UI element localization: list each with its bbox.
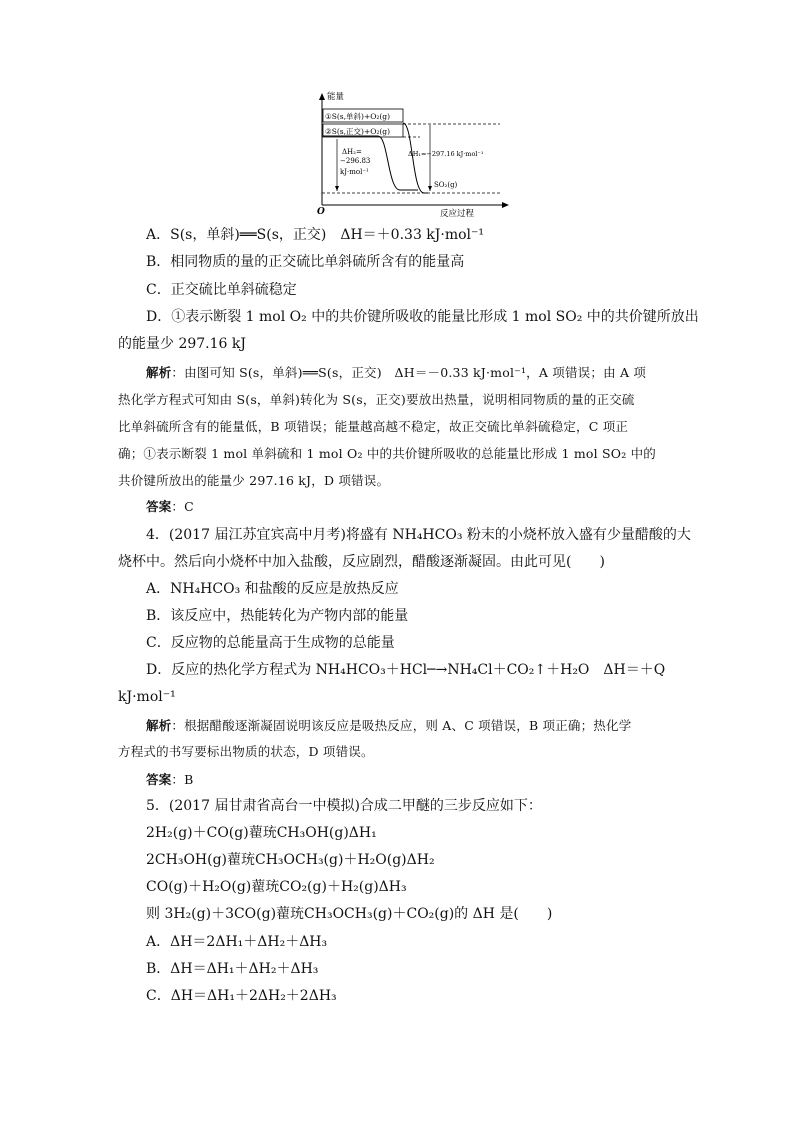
q5-option-b: B．ΔH＝ΔH₁＋ΔH₂＋ΔH₃ (146, 961, 319, 977)
q4-option-c: C．反应物的总能量高于生成物的总能量 (146, 635, 395, 651)
q5-option-c: C．ΔH＝ΔH₁＋2ΔH₂＋2ΔH₃ (146, 988, 337, 1004)
solution-label: 解析 (146, 718, 172, 733)
energy-diagram-svg (300, 90, 520, 220)
q4-stem-line2: 烧杯中。然后向小烧杯中加入盐酸，反应剧烈，醋酸逐渐凝固。由此可见( ) (118, 554, 605, 570)
state2-label: ②S(s,正交)+O₂(g) (325, 127, 391, 136)
q4-option-d-line2: kJ·mol⁻¹ (118, 689, 176, 705)
q3-solution-line4: 确；①表示断裂 1 mol 单斜硫和 1 mol O₂ 中的共价键所吸收的总能量比形成 1 mol SO₂ 中的 (118, 446, 656, 461)
dh2-label-1: ΔH₂= (342, 148, 362, 156)
answer-value: ：B (171, 772, 194, 787)
q4-stem-line1: 4．(2017 届江苏宜宾高中月考)将盛有 NH₄HCO₃ 粉末的小烧杯放入盛有少量醋酸的大 (146, 527, 691, 543)
q4-option-b: B．该反应中，热能转化为产物内部的能量 (146, 608, 409, 624)
q5-option-a: A．ΔH＝2ΔH₁＋ΔH₂＋ΔH₃ (146, 934, 328, 950)
answer-label: 答案 (146, 772, 172, 787)
q5-equation-1: 2H₂(g)＋CO(g)藋珫CH₃OH(g)ΔH₁ (146, 825, 377, 841)
dh2-arrow-head (335, 186, 339, 191)
origin-label: O (317, 207, 325, 217)
q4-option-d-line1: D．反应的热化学方程式为 NH₄HCO₃＋HCl─→NH₄Cl＋CO₂↑＋H₂O ΔH＝＋Q (146, 662, 666, 678)
q3-option-b: B．相同物质的量的正交硫比单斜硫所含有的能量高 (146, 254, 465, 270)
q4-solution-line1 (146, 719, 794, 732)
product-label: SO₂(g) (434, 181, 458, 189)
q5-stem: 5．(2017 届甘肃省高台一中模拟)合成二甲醚的三步反应如下： (146, 798, 542, 814)
solution-label: 解析 (146, 365, 172, 380)
q3-solution-line1 (146, 366, 794, 379)
dh2-label-3: kJ·mol⁻¹ (340, 168, 369, 176)
q4-solution-line2: 方程式的书写要标出物质的状态，D 项错误。 (118, 744, 374, 759)
q4-answer (146, 773, 794, 786)
x-axis-label: 反应过程 (440, 209, 475, 219)
q5-equation-2: 2CH₃OH(g)藋珫CH₃OCH₃(g)＋H₂O(g)ΔH₂ (146, 852, 435, 868)
solution-text: ：由图可知 S(s，单斜)══S(s，正交) ΔH＝－0.33 kJ·mol⁻¹，A 项错误；由 A 项 (171, 365, 647, 380)
q3-solution-line5: 共价键所放出的能量少 297.16 kJ，D 项错误。 (118, 473, 390, 488)
x-axis-arrow (502, 202, 509, 208)
q3-option-c: C．正交硫比单斜硫稳定 (146, 282, 297, 298)
dh1-label: ΔH₁=−297.16 kJ·mol⁻¹ (408, 150, 484, 158)
q3-solution-line2: 热化学方程式可知由 S(s，单斜)转化为 S(s，正交)要放出热量，说明相同物质的量的正交硫 (118, 392, 635, 407)
answer-value: ：C (171, 499, 194, 514)
dh2-label-2: −296.83 (340, 157, 371, 165)
q3-option-d-line2: 的能量少 297.16 kJ (118, 336, 246, 352)
energy-diagram (300, 90, 520, 220)
dh1-arrow-head (428, 186, 432, 191)
q3-answer (146, 500, 794, 513)
y-axis-label: 能量 (327, 92, 345, 102)
state1-label: ①S(s,单斜)+O₂(g) (325, 112, 391, 121)
q3-solution-line3: 比单斜硫所含有的能量低，B 项错误；能量越高越不稳定，故正交硫比单斜硫稳定，C 项正 (118, 419, 629, 434)
curve-1 (403, 123, 428, 193)
solution-text: ：根据醋酸逐渐凝固说明该反应是吸热反应，则 A、C 项错误，B 项正确；热化学 (171, 718, 632, 733)
q3-option-d-line1: D．①表示断裂 1 mol O₂ 中的共价键所吸收的能量比形成 1 mol SO₂ 中的共价键所放出 (146, 309, 699, 325)
q4-option-a: A．NH₄HCO₃ 和盐酸的反应是放热反应 (146, 581, 399, 597)
answer-label: 答案 (146, 499, 172, 514)
q5-equation-3: CO(g)＋H₂O(g)藋珫CO₂(g)＋H₂(g)ΔH₃ (146, 879, 407, 895)
y-axis-arrow (319, 93, 325, 100)
q3-option-a: A．S(s，单斜)══S(s，正交) ΔH＝＋0.33 kJ·mol⁻¹ (146, 227, 485, 243)
q5-question: 则 3H₂(g)＋3CO(g)藋珫CH₃OCH₃(g)＋CO₂(g)的 ΔH 是( ) (146, 906, 553, 922)
